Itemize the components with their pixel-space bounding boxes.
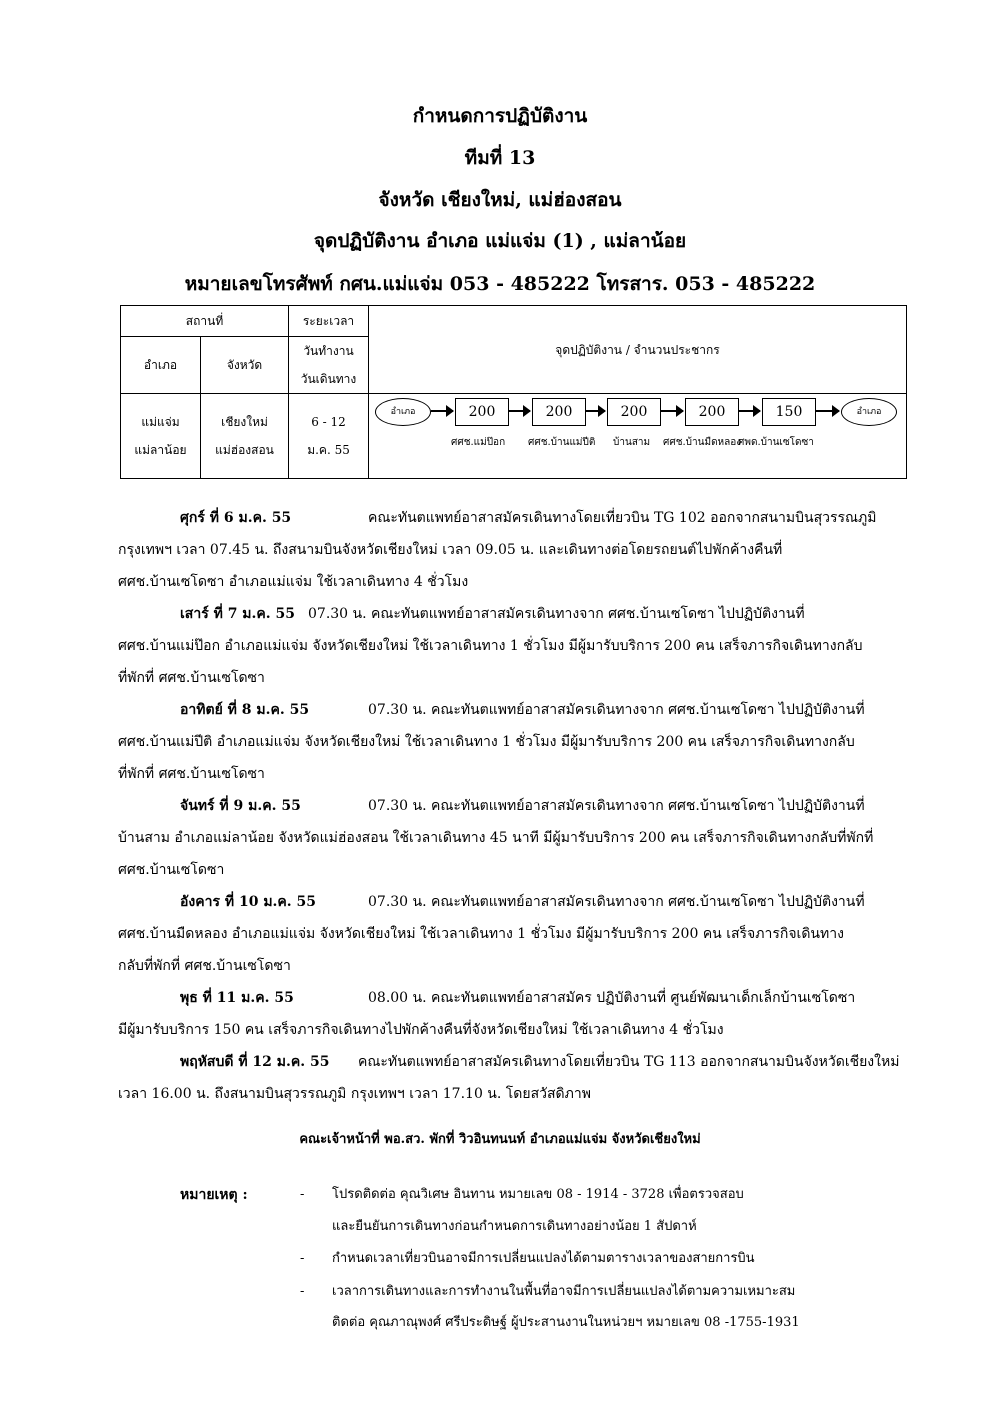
- remark-dash: -: [300, 1284, 305, 1299]
- route-flow-diagram: [369, 394, 908, 478]
- remark-text: โปรดติดต่อ คุณวิเศษ อินทาน หมายเลข 08 - 1914 - 3728 เพื่อตรวจสอบ: [332, 1187, 744, 1202]
- contact-numbers-heading: หมายเลขโทรศัพท์ กศน.แม่แจ่ม 053 - 485222 โทรสาร. 053 - 485222: [184, 273, 816, 295]
- remark-text: กำหนดเวลาเที่ยวบินอาจมีการเปลี่ยนแปลงได้ตามตารางเวลาของสายการบิน: [332, 1251, 755, 1266]
- day-text: 07.30 น. คณะทันตแพทย์อาสาสมัครเดินทางจาก ศศช.บ้านเซโดซา ไปปฏิบัติงานที่: [368, 894, 865, 910]
- day-text: 07.30 น. คณะทันตแพทย์อาสาสมัครเดินทางจาก ศศช.บ้านเซโดซา ไปปฏิบัติงานที่: [368, 702, 865, 718]
- schedule-day-1: [118, 502, 928, 598]
- schedule-day-4: [118, 790, 928, 886]
- remark-1-cont: และยืนยันการเดินทางก่อนกำหนดการเดินทางอย่างน้อย 1 สัปดาห์: [332, 1219, 697, 1234]
- schedule-day-3: [118, 694, 928, 790]
- day-text: ศศช.บ้านเซโดซา: [118, 862, 225, 878]
- day-text: 08.00 น. คณะทันตแพทย์อาสาสมัคร ปฏิบัติงานที่ ศูนย์พัฒนาเด็กเล็กบ้านเซโดซา: [368, 990, 856, 1006]
- flow-count-box: 150: [762, 398, 816, 426]
- dates-1: 6 - 12: [311, 415, 346, 429]
- remark-dash: -: [300, 1187, 305, 1202]
- schedule-day-2: [118, 598, 928, 694]
- day-text: ศศช.บ้านแม่ป๊อก อำเภอแม่แจ่ม จังหวัดเชียงใหม่ ใช้เวลาเดินทาง 1 ชั่วโมง มีผู้มารับบริการ 200 คน เสร็จภารกิจเดินทางกลับ: [118, 638, 863, 654]
- flow-cell: [369, 394, 907, 479]
- schedule-day-5: [118, 886, 928, 982]
- flow-end-ellipse: อำเภอ: [841, 398, 897, 426]
- remark-3-cont: ติดต่อ คุณภาณุพงศ์ ศรีประดิษฐ์ ผู้ประสานงานในหน่วยฯ หมายเลข 08 -1755-1931: [332, 1315, 800, 1330]
- flow-start-ellipse: อำเภอ: [375, 398, 431, 426]
- flow-label: ศศช.บ้านแม่ปีติ: [528, 437, 596, 448]
- flow-count-box: 200: [607, 398, 661, 426]
- day-label: พุธ ที่ 11 ม.ค. 55: [180, 990, 294, 1006]
- team-number: ทีมที่ 13: [464, 147, 536, 169]
- district-1: แม่แจ่ม: [141, 415, 180, 429]
- day-text: ศศช.บ้านเซโดซา อำเภอแม่แจ่ม ใช้เวลาเดินทาง 4 ชั่วโมง: [118, 574, 469, 590]
- flow-count-box: 200: [685, 398, 739, 426]
- remark-2: [300, 1246, 755, 1272]
- province-1: เชียงใหม่: [221, 415, 268, 429]
- schedule-day-6: [118, 982, 928, 1046]
- flow-label: ศศช.แม่ป๊อก: [451, 437, 506, 448]
- remark-1: [300, 1182, 744, 1208]
- flow-arrow: [431, 410, 453, 412]
- flow-arrow: [739, 410, 760, 412]
- flow-label: ศศช.บ้านมืดหลอง: [663, 437, 742, 448]
- day-label: จันทร์ ที่ 9 ม.ค. 55: [180, 798, 301, 814]
- day-text: บ้านสาม อำเภอแม่ลาน้อย จังหวัดแม่ฮ่องสอน ใช้เวลาเดินทาง 45 นาที มีผู้มารับบริการ 200 คน เสร็จภารกิจเดินทางกลับที่พักที่: [118, 830, 874, 846]
- district-2: แม่ลาน้อย: [134, 443, 187, 457]
- header-workdays: วันทำงาน: [303, 344, 354, 358]
- day-text: ศศช.บ้านมืดหลอง อำเภอแม่แจ่ม จังหวัดเชียงใหม่ ใช้เวลาเดินทาง 1 ชั่วโมง มีผู้มารับบริการ 200 คน เสร็จภารกิจเดินทาง: [118, 926, 844, 942]
- flow-label: ศพด.บ้านเซโดซา: [738, 437, 814, 448]
- header-operation-point: จุดปฏิบัติงาน / จำนวนประชากร: [369, 306, 907, 394]
- operation-point-heading: จุดปฏิบัติงาน อำเภอ แม่แจ่ม (1) , แม่ลาน้อย: [313, 230, 687, 252]
- dates-cell: [289, 394, 369, 479]
- schedule-day-7: [118, 1046, 928, 1110]
- district-cell: [121, 394, 201, 479]
- province-2: แม่ฮ่องสอน: [215, 443, 274, 457]
- header-district: อำเภอ: [121, 337, 201, 394]
- header-days: [289, 337, 369, 394]
- schedule-table: [120, 305, 907, 479]
- day-label: อาทิตย์ ที่ 8 ม.ค. 55: [180, 702, 310, 718]
- day-text: คณะทันตแพทย์อาสาสมัครเดินทางโดยเที่ยวบิน TG 102 ออกจากสนามบินสุวรรณภูมิ: [368, 510, 877, 526]
- remarks-label: หมายเหตุ :: [180, 1187, 248, 1203]
- flow-arrow: [509, 410, 530, 412]
- remark-text: เวลาการเดินทางและการทำงานในพื้นที่อาจมีการเปลี่ยนแปลงได้ตามความเหมาะสม: [332, 1284, 796, 1299]
- day-text: เวลา 16.00 น. ถึงสนามบินสุวรรณภูมิ กรุงเทพฯ เวลา 17.10 น. โดยสวัสดิภาพ: [118, 1086, 591, 1102]
- flow-arrow: [586, 410, 605, 412]
- provinces-heading: จังหวัด เชียงใหม่, แม่ฮ่องสอน: [378, 189, 622, 211]
- header-province: จังหวัด: [201, 337, 289, 394]
- day-text: กรุงเทพฯ เวลา 07.45 น. ถึงสนามบินจังหวัดเชียงใหม่ เวลา 09.05 น. และเดินทางต่อโดยรถยนต์ไปพักค้างคืนที่: [118, 542, 783, 558]
- province-cell: [201, 394, 289, 479]
- dates-2: ม.ค. 55: [307, 443, 350, 457]
- staff-accommodation-line: คณะเจ้าหน้าที่ พอ.สว. พักที่ วิวอินทนนท์ อำเภอแม่แจ่ม จังหวัดเชียงใหม่: [299, 1132, 701, 1147]
- day-text: 07.30 น. คณะทันตแพทย์อาสาสมัครเดินทางจาก ศศช.บ้านเซโดซา ไปปฏิบัติงานที่: [368, 798, 865, 814]
- flow-label: บ้านสาม: [613, 437, 651, 448]
- day-text: ที่พักที่ ศศช.บ้านเซโดซา: [118, 670, 265, 686]
- day-text: คณะทันตแพทย์อาสาสมัครเดินทางโดยเที่ยวบิน TG 113 ออกจากสนามบินจังหวัดเชียงใหม่: [358, 1054, 900, 1070]
- day-label: ศุกร์ ที่ 6 ม.ค. 55: [180, 510, 292, 526]
- header-duration: ระยะเวลา: [289, 306, 369, 337]
- day-text: มีผู้มารับบริการ 150 คน เสร็จภารกิจเดินทางไปพักค้างคืนที่จังหวัดเชียงใหม่ ใช้เวลาเดินทาง 4 ชั่วโมง: [118, 1022, 724, 1038]
- header-place: สถานที่: [121, 306, 289, 337]
- remark-dash: -: [300, 1251, 305, 1266]
- day-text: ศศช.บ้านแม่ปีติ อำเภอแม่แจ่ม จังหวัดเชียงใหม่ ใช้เวลาเดินทาง 1 ชั่วโมง มีผู้มารับบริการ 200 คน เสร็จภารกิจเดินทางกลับ: [118, 734, 855, 750]
- day-label: อังคาร ที่ 10 ม.ค. 55: [180, 894, 317, 910]
- day-text: 07.30 น. คณะทันตแพทย์อาสาสมัครเดินทางจาก ศศช.บ้านเซโดซา ไปปฏิบัติงานที่: [308, 606, 805, 622]
- remark-3: [300, 1279, 795, 1305]
- day-text: กลับที่พักที่ ศศช.บ้านเซโดซา: [118, 958, 291, 974]
- document-title: กำหนดการปฏิบัติงาน: [412, 105, 588, 127]
- flow-arrow: [661, 410, 683, 412]
- flow-count-box: 200: [532, 398, 586, 426]
- header-traveldays: วันเดินทาง: [300, 372, 357, 386]
- flow-arrow: [816, 410, 839, 412]
- day-label: พฤหัสบดี ที่ 12 ม.ค. 55: [180, 1054, 330, 1070]
- day-label: เสาร์ ที่ 7 ม.ค. 55: [180, 606, 296, 622]
- flow-count-box: 200: [455, 398, 509, 426]
- day-text: ที่พักที่ ศศช.บ้านเซโดซา: [118, 766, 265, 782]
